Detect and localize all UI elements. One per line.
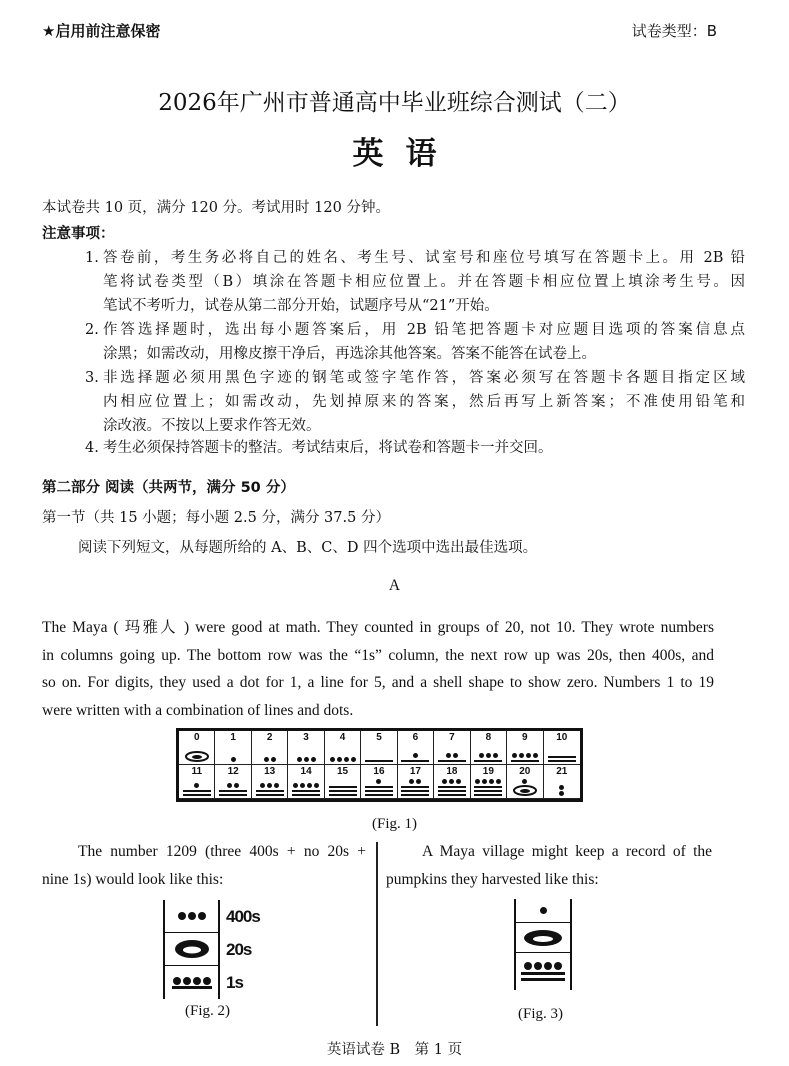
text-line: 笔将试卷类型（B）填涂在答题卡相应位置上。并在答题卡相应位置上填涂考生号。因 [103, 274, 745, 290]
maya-glyph [329, 777, 357, 798]
number-label: 16 [373, 766, 385, 777]
fig2-row-400s [165, 900, 218, 933]
fig2-row-1s [165, 966, 218, 999]
maya-glyph [401, 777, 429, 798]
fig3-row-middle [516, 923, 570, 953]
number-label: 1 [230, 732, 236, 743]
label-20s: 20s [226, 940, 252, 959]
maya-glyph [183, 777, 211, 798]
maya-glyph [365, 743, 393, 764]
text-line: 涂改液。不按以上要求作答无效。 [103, 418, 321, 434]
maya-number-cell [215, 765, 251, 799]
notice-number: 4. [85, 440, 99, 456]
fig2-place-labels [226, 900, 260, 999]
maya-number-cell [434, 765, 470, 799]
fig2-caption: (Fig. 2) [185, 1003, 230, 1019]
text-line: 答卷前，考生务必将自己的姓名、考生号、试室号和座位号填写在答题卡上。用 2B 铅 [103, 250, 745, 266]
maya-number-cell [507, 765, 543, 799]
fig3-maya-pumpkins [514, 899, 572, 990]
maya-number-cell [288, 765, 324, 799]
maya-number-cell [507, 731, 543, 765]
number-label: 12 [227, 766, 239, 777]
text-line: The number 1209 (three 400s + no 20s + [78, 843, 366, 860]
number-label: 20 [519, 766, 531, 777]
maya-number-cell [288, 731, 324, 765]
maya-glyph [474, 743, 502, 764]
number-label: 3 [303, 732, 309, 743]
maya-number-cell [434, 731, 470, 765]
notice-item [85, 436, 745, 460]
maya-number-cell [252, 731, 288, 765]
maya-number-cell [544, 731, 580, 765]
shell-icon [185, 751, 209, 762]
text-line: 考生必须保持答题卡的整洁。考试结束后，将试卷和答题卡一并交回。 [103, 440, 553, 456]
maya-number-cell [179, 765, 215, 799]
maya-number-cell [252, 765, 288, 799]
maya-glyph [365, 777, 393, 798]
maya-glyph [438, 777, 466, 798]
right-column-text [386, 838, 712, 893]
label-1s: 1s [226, 973, 243, 992]
part-heading: 第二部分 阅读（共两节，满分 50 分） [42, 480, 295, 496]
number-label: 4 [339, 732, 346, 743]
shell-icon [173, 938, 211, 960]
number-label: 8 [485, 732, 492, 743]
text-line: 作答选择题时，选出每小题答案后，用 2B 铅笔把答题卡对应题目选项的答案信息点 [103, 322, 745, 338]
number-label: 21 [556, 766, 568, 777]
number-label: 9 [522, 732, 528, 743]
subject-title: 英语 [352, 136, 459, 172]
exam-title: 2026年广州市普通高中毕业班综合测试（二） [158, 90, 631, 116]
number-label: 14 [300, 766, 312, 777]
maya-glyph [559, 777, 564, 798]
maya-glyph [548, 743, 576, 764]
fig2-maya-1209 [163, 900, 220, 999]
maya-number-cell [544, 765, 580, 799]
text-line: The Maya ( 玛雅人 ) were good at math. They counted in groups of 20, not 10. They wrote numbers [42, 619, 714, 636]
maya-number-cell [215, 731, 251, 765]
fig3-row-bottom [516, 953, 570, 990]
maya-glyph [185, 743, 209, 764]
maya-number-cell [471, 765, 507, 799]
maya-glyph [256, 777, 284, 798]
number-label: 18 [446, 766, 458, 777]
maya-glyph [219, 777, 247, 798]
text-line: nine 1s) would look like this: [42, 870, 224, 888]
maya-glyph [292, 777, 320, 798]
number-label: 11 [191, 766, 203, 777]
fig1-caption: (Fig. 1) [372, 816, 417, 832]
notice-number: 1. [85, 250, 99, 266]
text-line: 笔试不考听力，试卷从第二部分开始，试题序号从“21”开始。 [103, 298, 499, 314]
notice-number: 2. [85, 322, 99, 338]
maya-glyph [231, 743, 236, 764]
notice-item [85, 366, 745, 438]
text-line: 涂黑；如需改动，用橡皮擦干净后，再选涂其他答案。答案不能答在试卷上。 [103, 346, 596, 362]
number-label: 10 [556, 732, 568, 743]
number-label: 2 [266, 732, 273, 743]
text-line: so on. For digits, they used a dot for 1, a line for 5, and a shell shape to show zero. Numbers 1 to 19 [42, 674, 714, 691]
text-line: A Maya village might keep a record of the [422, 843, 712, 860]
maya-glyph [438, 743, 466, 764]
maya-glyph [330, 743, 356, 764]
page-footer: 英语试卷 B 第 1 页 [326, 1042, 463, 1058]
notice-text [103, 246, 745, 318]
notice-text [103, 436, 745, 460]
maya-glyph [401, 743, 429, 764]
directions: 阅读下列短文，从每题所给的 A、B、C、D 四个选项中选出最佳选项。 [78, 540, 538, 556]
label-400s: 400s [226, 907, 260, 926]
maya-glyph [513, 777, 537, 798]
fig2-row-20s [165, 933, 218, 966]
notice-item [85, 318, 745, 366]
number-label: 0 [193, 732, 200, 743]
maya-glyph [474, 777, 502, 798]
notice-number: 3. [85, 370, 99, 386]
notice-item [85, 246, 745, 318]
number-label: 17 [409, 766, 421, 777]
number-label: 5 [376, 732, 382, 743]
number-label: 15 [336, 766, 349, 777]
text-line: 内相应位置上；如需改动，先划掉原来的答案，然后再写上新答案；不准使用铅笔和 [103, 394, 745, 410]
passage-text [42, 614, 714, 724]
number-label: 6 [412, 732, 419, 743]
text-line: 非选择题必须用黑色字迹的钢笔或签字笔作答，答案必须写在答题卡各题目指定区域 [103, 370, 745, 386]
confidential-notice: ★启用前注意保密 [42, 22, 161, 40]
section-heading: 第一节（共 15 小题；每小题 2.5 分，满分 37.5 分） [42, 510, 390, 526]
column-divider [376, 842, 378, 1026]
maya-glyph [297, 743, 316, 764]
maya-glyph [511, 743, 539, 764]
maya-number-cell [325, 765, 361, 799]
maya-glyph [264, 743, 276, 764]
notice-text [103, 366, 745, 438]
maya-number-cell [398, 765, 434, 799]
paper-type: 试卷类型：B [631, 22, 717, 40]
shell-icon [522, 928, 564, 948]
text-line: pumpkins they harvested like this: [386, 870, 599, 888]
number-label: 7 [449, 732, 455, 743]
maya-number-cell [179, 731, 215, 765]
fig3-caption: (Fig. 3) [518, 1006, 563, 1022]
maya-number-cell [398, 731, 434, 765]
left-column-text [42, 838, 366, 893]
maya-number-cell [361, 731, 397, 765]
fig1-maya-number-table [176, 728, 583, 802]
notice-heading: 注意事项： [42, 226, 115, 242]
fig3-row-top [516, 899, 570, 923]
text-line: in columns going up. The bottom row was the “1s” column, the next row up was 20s, then 400s, and [42, 646, 714, 664]
maya-number-cell [325, 731, 361, 765]
number-label: 19 [482, 766, 494, 777]
maya-number-cell [361, 765, 397, 799]
maya-number-cell [471, 731, 507, 765]
number-label: 13 [264, 766, 276, 777]
notice-text [103, 318, 745, 366]
shell-icon [513, 785, 537, 796]
text-line: were written with a combination of lines and dots. [42, 701, 354, 719]
exam-info: 本试卷共 10 页，满分 120 分。考试用时 120 分钟。 [42, 200, 390, 216]
passage-label: A [388, 577, 401, 594]
